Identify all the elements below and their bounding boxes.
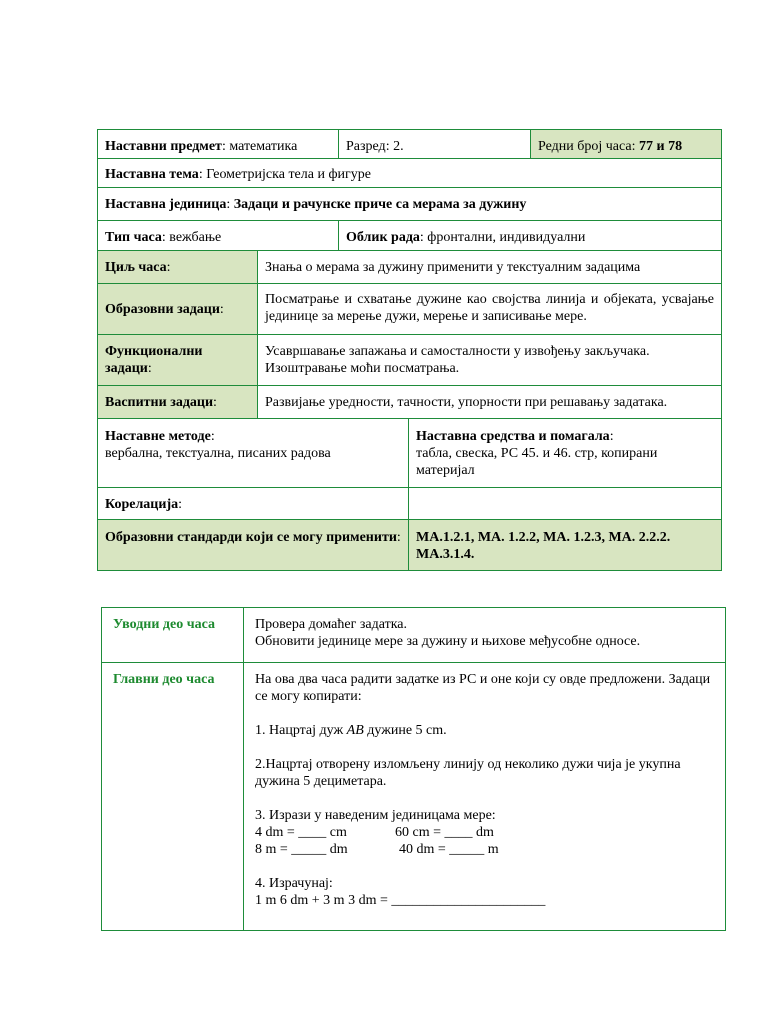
lesson-info-table: [97, 129, 722, 571]
lesson-type-value: вежбање: [169, 230, 222, 245]
main-intro: На ова два часа радити задатке из РС и оне који су овде предложени. Задаци се могу копирати:: [255, 672, 711, 704]
methods-value: вербална, текстуална, писаних радова: [105, 446, 331, 461]
func-tasks-row: [98, 335, 722, 386]
grade-cell: Разред: 2.: [339, 130, 531, 159]
topic-row: [98, 159, 722, 188]
subject-value: математика: [229, 139, 298, 154]
means-cell: Наставна средства и помагала: табла, свеска, РС 45. и 46. стр, копирани материјал: [409, 419, 722, 488]
standards-row: [98, 520, 722, 571]
edu-tasks-label-cell: Образовни задаци:: [98, 284, 258, 335]
intro-title-cell: [102, 608, 244, 663]
func-tasks-label-cell: Функционални задаци:: [98, 335, 258, 386]
unit-value: Задаци и рачунске приче са мерама за дужину: [233, 197, 527, 212]
edu-tasks-value: Посматрање и схватање дужине као својства линија и објеката, усвајање јединице за мерење дужи, мерење и записивање мере.: [258, 284, 722, 335]
intro-line-2: Обновити јединице мере за дужину и њихове међусобне односе.: [255, 634, 641, 649]
task-1: 1. Нацртај дуж АВ дужине 5 cm.: [255, 723, 447, 738]
main-title-cell: [102, 663, 244, 931]
task-3-title: 3. Изрази у наведеним јединицама мере:: [255, 808, 496, 823]
task-4-title: 4. Израчунај:: [255, 876, 333, 891]
main-row: [102, 663, 726, 931]
work-form-cell: Облик рада: фронтални, индивидуални: [339, 221, 722, 251]
correlation-row: [98, 488, 722, 520]
task-2: 2.Нацртај отворену изломљену линију од неколико дужи чија је укупна дужина 5 дециметара.: [255, 757, 681, 789]
task-3-row-1: 4 dm = ____ cm 60 cm = ____ dm: [255, 825, 494, 840]
intro-row: [102, 608, 726, 663]
standards-label-cell: Образовни стандарди који се могу применити:: [98, 520, 409, 571]
work-form-value: фронтални, индивидуални: [427, 230, 586, 245]
goal-label-cell: Циљ часа:: [98, 251, 258, 284]
topic-cell: Наставна тема: Геометријска тела и фигуре: [98, 159, 722, 188]
upbr-tasks-value: Развијање уредности, тачности, упорности при решавању задатака.: [258, 386, 722, 419]
upbr-tasks-row: [98, 386, 722, 419]
intro-title: Уводни део часа: [113, 617, 215, 632]
lesson-number-cell: Редни број часа: 77 и 78: [531, 130, 722, 159]
lesson-type-cell: Тип часа: вежбање: [98, 221, 339, 251]
segment-name: АВ: [346, 723, 364, 738]
standards-value: МА.1.2.1, МА. 1.2.2, МА. 1.2.3, МА. 2.2.2. МА.3.1.4.: [416, 530, 671, 562]
intro-content: [244, 608, 726, 663]
standards-value-cell: [409, 520, 722, 571]
intro-line-1: Провера домаћег задатка.: [255, 617, 407, 632]
lesson-plan-table: [101, 607, 726, 931]
goal-row: [98, 251, 722, 284]
task-4-expression: 1 m 6 dm + 3 m 3 dm = ______________________: [255, 893, 546, 908]
methods-cell: Наставне методе: вербална, текстуална, писаних радова: [98, 419, 409, 488]
lesson-number-value: 77 и 78: [639, 139, 683, 154]
unit-cell: Наставна јединица: Задаци и рачунске приче са мерама за дужину: [98, 188, 722, 221]
func-tasks-value: Усавршавање запажања и самосталности у извођењу закључака. Изоштравање моћи посматрања.: [258, 335, 722, 386]
means-value: табла, свеска, РС 45. и 46. стр, копирани материјал: [416, 446, 658, 478]
main-title: Главни део часа: [113, 672, 215, 687]
correlation-value: [409, 488, 722, 520]
grade-value: 2.: [393, 139, 404, 154]
edu-tasks-row: [98, 284, 722, 335]
correlation-cell: Корелација:: [98, 488, 409, 520]
goal-value: Знања о мерама за дужину применити у текстуалним задацима: [258, 251, 722, 284]
type-row: [98, 221, 722, 251]
unit-row: [98, 188, 722, 221]
header-row: [98, 130, 722, 159]
main-content: [244, 663, 726, 931]
methods-row: [98, 419, 722, 488]
subject-cell: Наставни предмет: математика: [98, 130, 339, 159]
upbr-tasks-label-cell: Васпитни задаци:: [98, 386, 258, 419]
topic-value: Геометријска тела и фигуре: [206, 167, 371, 182]
task-3-row-2: 8 m = _____ dm 40 dm = _____ m: [255, 842, 499, 857]
